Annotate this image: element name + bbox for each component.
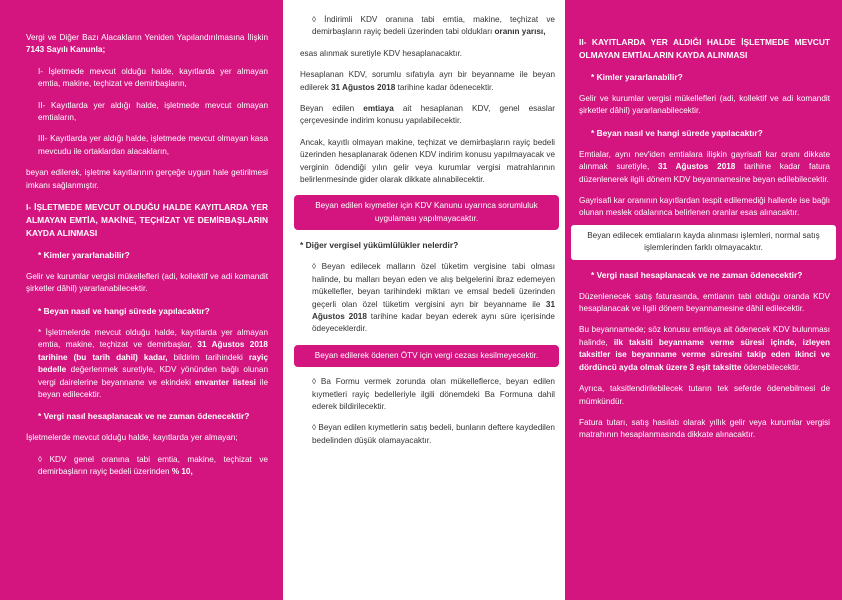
installment-terms: ilk taksiti beyanname verme süresi içinde, izleyen taksitler ise beyanname verme süresini takip eden ikinci ve dördüncü ayda olmak üzere 3 eşit taksitte [579, 337, 830, 372]
sale-price-bullet: ◊ Beyan edilen kıymetlerin satış bedeli, bunların deftere kaydedilen bedelinden düşük olamayacaktır. [312, 423, 555, 445]
answer-how-declare: * İşletmelerde mevcut olduğu halde, kayıtlarda yer almayan emtia, makine, teçhizat ve demirbaşlar, 31 Ağustos 2018 tarihine (bu tarih dahil) kadar, bildirim tarihindeki rayiç bedelle değerlenmek suretiyle, KDV yönünden bağlı olunan vergi dairelerine beyanname ve ekindeki envanter listesi ile beyan edilecektir. [38, 327, 269, 399]
scope-item-1: I- İşletmede mevcut olduğu halde, kayıtlarda yer almayan emtia, makine, teçhizat ve demirbaşların, [38, 66, 268, 89]
left-column [0, 0, 283, 600]
ba-form-bullet: ◊ Ba Formu vermek zorunda olan mükelleflerce, beyan edilen kıymetleri rayiç bedelleriyle ilgili dönemdeki Ba Formuna dahil ederek bildirilecektir. [312, 377, 555, 411]
question-tax-calc: * Vergi nasıl hesaplanacak ve ne zaman ödenecektir? [38, 411, 250, 422]
otv-penalty-box: Beyan edilerek ödenen ÖTV için vergi cezası kesilmeyecektir. [294, 345, 559, 367]
vat-general-rate-bullet: ◊ KDV genel oranına tabi emtia, makine, teçhizat ve demirbaşların rayiç bedeli üzerinden % 10, [38, 454, 268, 477]
law-reference: 7143 Sayılı Kanunla; [26, 45, 106, 55]
question-how-declare: * Beyan nasıl ve hangi sürede yapılacaktır? [591, 127, 763, 138]
right-column [565, 0, 842, 600]
deadline-text: 31 Ağustos 2018 [312, 299, 555, 321]
invoice-amount-paragraph: Fatura tutarı, satış hasılatı olarak yıllık gelir veya kurumlar vergisi matrahının hesaplanmasında dikkate alınacaktır. [579, 417, 830, 440]
answer-tax-calc: İşletmelerde mevcut olduğu halde, kayıtlarda yer almayan; [26, 433, 238, 443]
single-payment-paragraph: Ayrıca, taksitlendirilebilecek tutarın tek seferde ödenebilmesi de mümkündür. [579, 384, 830, 406]
rate-value: % 10, [171, 467, 193, 477]
middle-column [283, 0, 565, 600]
intro-text: Vergi ve Diğer Bazı Alacakların Yeniden Yapılandırılmasına İlişkin [26, 33, 268, 42]
answer-how-declare: Emtialar, aynı nev'iden emtialara ilişkin gayrisafi kar oranı dikkate alınmak suretiyle, 31 Ağustos 2018 tarihine kadar fatura düzenlenerek ilgili dönem KDV beyannamesine beyan edilebilecektir. [579, 149, 830, 184]
question-how-declare: * Beyan nasıl ve hangi sürede yapılacaktır? [38, 305, 210, 316]
scope-item-3: III- Kayıtlarda yer aldığı halde, işletmede mevcut olmayan kasa mevcudu ile ortaklardan alacakların, [38, 134, 268, 156]
answer-who: Gelir ve kurumlar vergisi mükellefleri (adi, kollektif ve adi komandit şirketler dâhil) yararlanabilecektir. [579, 94, 830, 116]
question-who: * Kimler yararlanabilir? [38, 250, 130, 261]
vat-calc-paragraph: esas alınmak suretiyle KDV hesaplanacaktır. [300, 48, 463, 58]
scope-item-2: II- Kayıtlarda yer aldığı halde, işletmede mevcut olmayan emtiaların, [38, 100, 268, 123]
section-2-heading: II- KAYITLARDA YER ALDIĞI HALDE İŞLETMEDE MEVCUT OLMAYAN EMTİALARIN KAYDA ALINMASI [579, 37, 830, 60]
deduction-paragraph: Beyan edilen emtiaya ait hesaplanan KDV, genel esaslar çerçevesinde indirim konusu yapılabilecektir. [300, 104, 555, 126]
question-other-obligations: * Diğer vergisel yükümlülükler nelerdir? [300, 240, 459, 251]
machinery-paragraph: Ancak, kayıtlı olmayan makine, teçhizat ve demirbaşların rayiç bedeli üzerinden hesaplanarak ödenen KDV indirim konusu yapılmayacak ve verginin ödendiği yılın gelir veya kurumlar vergisi matrahlarının belirlenmesinde gider olarak dikkate alınabilecektir. [300, 137, 555, 185]
installment-paragraph: Bu beyannamede; söz konusu emtiaya ait ödenecek KDV bulunması halinde, ilk taksiti beyanname verme süresi içinde, izleyen taksitler ise beyanname verme süresini takip eden ikinci ve dördüncü ayda olmak üzere 3 eşit taksitte ödenebilecektir. [579, 325, 830, 372]
answer-who: Gelir ve kurumlar vergisi mükellefleri (adi, kollektif ve adi komandit şirketler dâhil) yararlanabilecektir. [26, 272, 268, 294]
question-who: * Kimler yararlanabilir? [591, 72, 683, 82]
liability-notice-box: Beyan edilen kıymetler için KDV Kanunu uyarınca sorumluluk uygulaması yapılmayacaktır. [294, 195, 559, 230]
summary-paragraph: beyan edilerek, işletme kayıtlarının gerçeğe uygun hale getirilmesi imkanı sağlanmıştır. [26, 168, 268, 190]
section-1-heading: I- İŞLETMEDE MEVCUT OLDUĞU HALDE KAYITLARDA YER ALMAYAN EMTİA, MAKİNE, TEÇHİZAT VE DEMİRBAŞLARIN KAYDA ALINMASI [26, 202, 268, 239]
deadline-text: 31 Ağustos 2018 tarihine (bu tarih dahil) kadar, [38, 340, 268, 362]
reduced-rate-bullet: ◊ İndirimli KDV oranına tabi emtia, makine, teçhizat ve demirbaşların rayiç bedeli üzerinden tabi oldukları oranın yarısı, [312, 15, 555, 37]
deadline-text: 31 Ağustos 2018 [330, 82, 396, 92]
otv-bullet: ◊ Beyan edilecek malların özel tüketim vergisine tabi olması halinde, bu malları beyan eden ve alış belgelerini ibraz edemeyen mükellefler, beyan tarihindeki miktarı ve emsal bedeli üzerinden geçerli olan özel tüketim vergisini ayrı bir beyanname ile 31 Ağustos 2018 tarihine kadar beyan ederek aynı süre içerisinde ödeyeceklerdir. [312, 262, 555, 334]
invoice-paragraph: Düzenlenecek satış faturasında, emtianın tabi olduğu oranda KDV hesaplanacak ve ilgili dönem beyannamesine dâhil edilecektir. [579, 291, 830, 314]
payment-paragraph: Hesaplanan KDV, sorumlu sıfatıyla ayrı bir beyanname ile beyan edilerek 31 Ağustos 2018 tarihine kadar ödenecektir. [300, 70, 555, 92]
deadline-text: 31 Ağustos 2018 [658, 162, 736, 172]
question-tax-calc: * Vergi nasıl hesaplanacak ve ne zaman ödenecektir? [591, 269, 803, 280]
recording-notice-box: Beyan edilecek emtiaların kayda alınması işlemleri, normal satış işlemlerinden farklı olmayacaktır. [571, 225, 836, 260]
intro-paragraph [26, 32, 268, 57]
gross-margin-paragraph: Gayrisafi kar oranının kayıtlardan tespit edilemediği hallerde ise bağlı olunan meslek odalarınca belirlenen oranlar esas alınacaktır. [579, 196, 830, 218]
